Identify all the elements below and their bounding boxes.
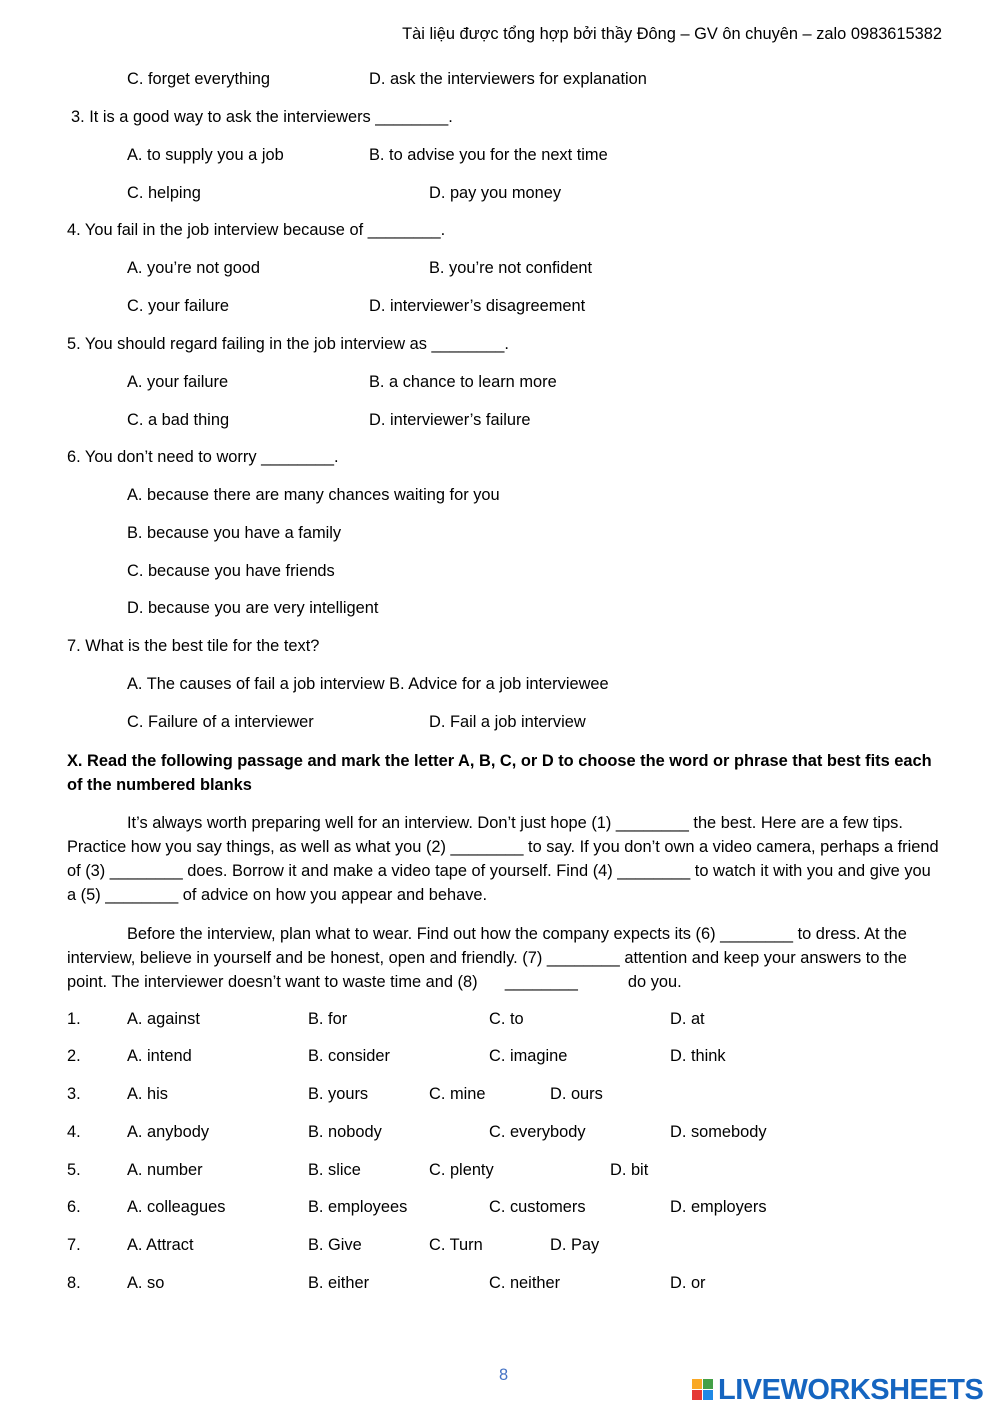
answer-number: 2. (67, 1047, 81, 1065)
q7-option-c: C. Failure of a interviewer (127, 713, 314, 731)
answer-option-c: C. Turn (429, 1236, 483, 1254)
answer-number: 6. (67, 1198, 81, 1216)
answer-option-a: A. against (127, 1010, 200, 1028)
q4-option-b: B. you’re not confident (429, 259, 593, 277)
answer-option-d: D. or (670, 1274, 706, 1292)
answer-option-d: D. think (670, 1047, 726, 1065)
answer-option-d: D. employers (670, 1198, 767, 1216)
answer-number: 8. (67, 1274, 81, 1292)
q3-option-c: C. helping (127, 184, 201, 202)
answer-number: 4. (67, 1123, 81, 1141)
answer-option-a: A. colleagues (127, 1198, 226, 1216)
q5-option-c: C. a bad thing (127, 411, 230, 429)
answer-option-c: C. plenty (429, 1161, 494, 1179)
q7-stem: 7. What is the best tile for the text? (67, 637, 320, 655)
answer-number: 3. (67, 1085, 81, 1103)
answer-option-b: B. consider (308, 1047, 390, 1065)
answer-option-d: D. at (670, 1010, 705, 1028)
q5-option-d: D. interviewer’s failure (369, 411, 531, 429)
answer-option-d: D. somebody (670, 1123, 767, 1141)
answer-option-c: C. customers (489, 1198, 586, 1216)
q6-option-b: B. because you have a family (127, 524, 342, 542)
q4-option-d: D. interviewer’s disagreement (369, 297, 586, 315)
liveworksheets-logo (692, 1375, 983, 1405)
answer-option-d: D. Pay (550, 1236, 600, 1254)
answer-option-a: A. his (127, 1085, 168, 1103)
liveworksheets-logo-icon (692, 1379, 714, 1401)
answer-option-a: A. so (127, 1274, 165, 1292)
q3-option-b: B. to advise you for the next time (369, 146, 608, 164)
q4-option-a: A. you’re not good (127, 259, 261, 277)
answer-option-b: B. slice (308, 1161, 361, 1179)
q6-option-a: A. because there are many chances waiting for you (127, 486, 500, 504)
answer-option-b: B. nobody (308, 1123, 382, 1141)
q5-stem: 5. You should regard failing in the job interview as ________. (67, 335, 509, 353)
answer-option-a: A. number (127, 1161, 203, 1179)
q3-option-a: A. to supply you a job (127, 146, 284, 164)
section-x-instruction: X. Read the following passage and mark the letter A, B, C, or D to choose the word or phrase that best fits each of the numbered blanks (67, 752, 932, 794)
page-number: 8 (499, 1366, 509, 1384)
q2-option-d: D. ask the interviewers for explanation (369, 70, 647, 88)
answer-number: 7. (67, 1236, 81, 1254)
q5-option-b: B. a chance to learn more (369, 373, 557, 391)
logo-text: LIVEWORKSHEETS (718, 1373, 984, 1406)
answer-number: 1. (67, 1010, 81, 1028)
answer-option-c: C. to (489, 1010, 524, 1028)
answer-option-c: C. neither (489, 1274, 561, 1292)
page-header: Tài liệu được tổng hợp bởi thầy Đông – GV ôn chuyên – zalo 0983615382 (402, 25, 942, 43)
answer-option-b: B. for (308, 1010, 348, 1028)
q3-option-d: D. pay you money (429, 184, 562, 202)
answer-option-c: C. everybody (489, 1123, 586, 1141)
answer-option-a: A. Attract (127, 1236, 194, 1254)
answer-option-a: A. intend (127, 1047, 192, 1065)
q2-option-c: C. forget everything (127, 70, 271, 88)
answer-number: 5. (67, 1161, 81, 1179)
q6-stem: 6. You don’t need to worry ________. (67, 448, 339, 466)
answer-option-c: C. mine (429, 1085, 486, 1103)
answer-option-b: B. Give (308, 1236, 362, 1254)
answer-option-c: C. imagine (489, 1047, 568, 1065)
q5-option-a: A. your failure (127, 373, 229, 391)
answer-option-b: B. yours (308, 1085, 369, 1103)
answer-option-b: B. either (308, 1274, 370, 1292)
answer-option-b: B. employees (308, 1198, 408, 1216)
q6-option-c: C. because you have friends (127, 562, 335, 580)
q7-option-ab: A. The causes of fail a job interview B. Advice for a job interviewee (127, 675, 609, 693)
answer-option-d: D. bit (610, 1161, 649, 1179)
q3-stem: 3. It is a good way to ask the interviewers ________. (71, 108, 453, 126)
passage-paragraph-1: It’s always worth preparing well for an interview. Don’t just hope (1) ________ the best. Here are a few tips. Practice how you say things, as well as what you (2) ________ to say. If you don’t own a video camera, perhaps a friend of (3) ________ does. Borrow it and make a video tape of yourself. Find (4) ________ to watch it with you and give you a (5) ________ of advice on how you appear and behave. (67, 814, 939, 904)
answer-option-d: D. ours (550, 1085, 603, 1103)
passage-paragraph-2: Before the interview, plan what to wear. Find out how the company expects its (6) ________ to dress. At the interview, believe in yourself and be honest, open and friendly. (7) ________ attention and keep your answers to the point. The interviewer doesn’t want to waste time and (8) ________ do you. (67, 925, 912, 991)
answer-option-a: A. anybody (127, 1123, 210, 1141)
q7-option-d: D. Fail a job interview (429, 713, 586, 731)
q4-option-c: C. your failure (127, 297, 230, 315)
q4-stem: 4. You fail in the job interview because of ________. (67, 221, 446, 239)
q6-option-d: D. because you are very intelligent (127, 599, 379, 617)
